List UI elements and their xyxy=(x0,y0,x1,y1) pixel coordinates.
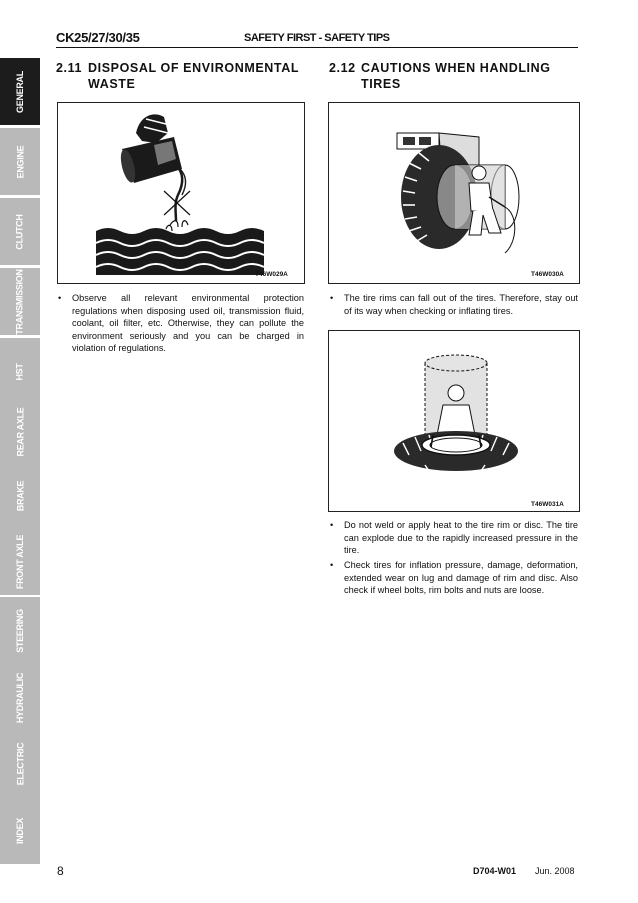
figure-caption-t46w030a: T46W030A xyxy=(531,271,564,278)
heading-2-12: 2.12 CAUTIONS WHEN HANDLING TIRES xyxy=(329,61,551,91)
bullet-rims: • The tire rims can fall out of the tires. Therefore, stay out of its way when checking or inflating tires. xyxy=(330,293,578,316)
tab-hst[interactable]: HST xyxy=(0,338,40,405)
tire-rim-illustration xyxy=(329,331,579,511)
bullet-dot: • xyxy=(330,520,334,530)
bullet-dot: • xyxy=(58,293,62,303)
document-code: D704-W01 xyxy=(473,866,517,876)
tab-index[interactable]: INDEX xyxy=(0,797,40,864)
figure-caption-t46w031a: T46W031A xyxy=(531,501,564,508)
tab-steering[interactable]: STEERING xyxy=(0,597,40,664)
tab-general[interactable]: GENERAL xyxy=(0,58,40,125)
heading-2-11: 2.11 DISPOSAL OF ENVIRONMENTAL WASTE xyxy=(56,61,300,91)
page-number: 8 xyxy=(57,864,64,878)
tab-clutch[interactable]: CLUTCH xyxy=(0,198,40,265)
tab-front-axle[interactable]: FRONT AXLE xyxy=(0,528,40,595)
bullet-environmental: • Observe all relevant environmental protection regulations when disposing used oil, transmission fluid, coolant, oil filter, etc. Otherwise, they can pollute the environment seriously and you can be charged in violation of regulations. xyxy=(58,293,304,353)
document-date: Jun. 2008 xyxy=(535,866,575,876)
section-title: SAFETY FIRST - SAFETY TIPS xyxy=(244,32,390,44)
waste-disposal-illustration xyxy=(58,103,304,283)
tab-engine[interactable]: ENGINE xyxy=(0,128,40,195)
bullet-check-tires: • Check tires for inflation pressure, damage, deformation, extended wear on lug and damage of rim and disc. Also check if wheel bolts, rim bolts and nuts are loose. xyxy=(330,560,578,595)
bullet-welding: • Do not weld or apply heat to the tire rim or disc. The tire can explode due to the rapidly increased pressure in the tire. xyxy=(330,520,578,555)
tab-brake[interactable]: BRAKE xyxy=(0,462,40,529)
tab-electric[interactable]: ELECTRIC xyxy=(0,730,40,797)
tire-inflation-illustration xyxy=(329,103,579,283)
tab-hydraulic[interactable]: HYDRAULIC xyxy=(0,664,40,731)
tab-rear-axle[interactable]: REAR AXLE xyxy=(0,398,40,465)
figure-tire-rim xyxy=(328,330,580,512)
model-title: CK25/27/30/35 xyxy=(56,30,140,45)
bullet-dot: • xyxy=(330,560,334,570)
bullet-dot: • xyxy=(330,293,334,303)
header-divider xyxy=(56,47,578,48)
figure-tire-inflation xyxy=(328,102,580,284)
figure-caption-t46w029a: T46W029A xyxy=(255,271,288,278)
tab-transmission[interactable]: TRANSMISSION xyxy=(0,268,40,335)
figure-waste-disposal xyxy=(57,102,305,284)
